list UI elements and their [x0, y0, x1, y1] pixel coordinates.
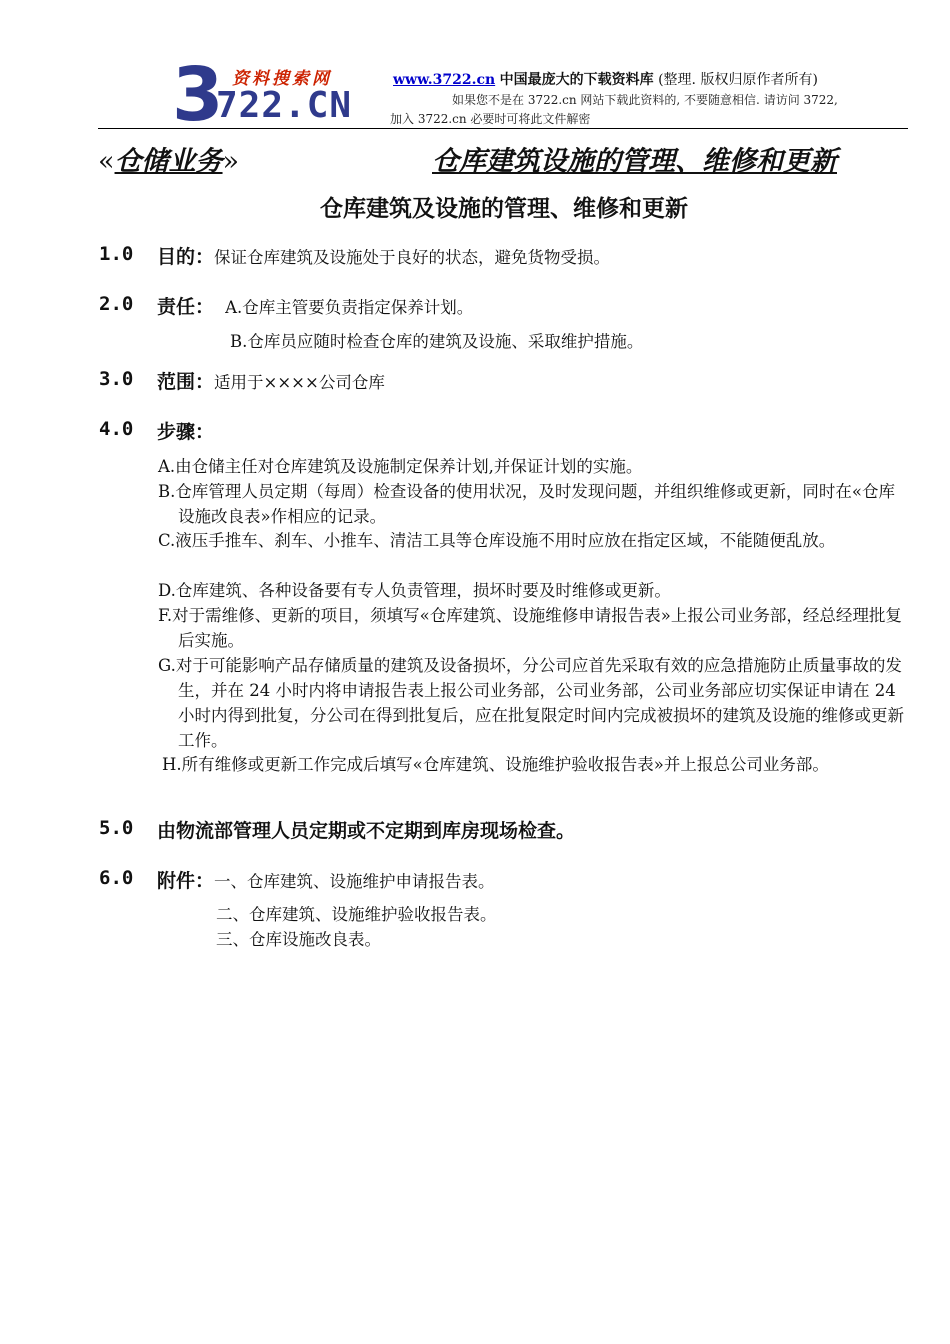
site-header-line: [393, 69, 818, 89]
logo-text: 722.CN: [216, 85, 353, 126]
category-title: 仓库建筑设施的管理、维修和更新: [432, 146, 837, 177]
section-3: [157, 367, 385, 395]
site-slogan: 中国最庞大的下载资料库: [499, 72, 654, 88]
header-divider: [98, 128, 908, 129]
step-g: G.对于可能影响产品存储质量的建筑及设备损坏，分公司应首先采取有效的应急措施防止质量事故的发生，并在 24 小时内将申请报告表上报公司业务部，公司业务部，公司业务部应切实保证申请在 24 小时内得到批复，分公司在得到批复后，应在批复限定时间内完成被损坏的建筑及设施的维修或更新工作。: [158, 656, 904, 750]
section-6-label: 附件：: [157, 870, 215, 892]
category-close-quote: »: [222, 146, 240, 177]
site-note: (整理. 版权归原作者所有): [658, 72, 818, 88]
attachment-1: 一、仓库建筑、设施维护申请报告表。: [214, 872, 495, 891]
section-3-text: 适用于××××公司仓库: [214, 373, 385, 392]
section-1: [157, 242, 610, 270]
logo-digit: 3: [172, 52, 224, 138]
section-1-number: 1.0: [99, 243, 134, 265]
section-5-number: 5.0: [99, 817, 134, 839]
logo-tagline: 资料搜索网: [232, 69, 332, 89]
category-heading: [98, 139, 239, 178]
page-title: 仓库建筑及设施的管理、维修和更新: [320, 196, 688, 222]
step-h: H.所有维修或更新工作完成后填写«仓库建筑、设施维护验收报告表»并上报总公司业务部。: [162, 755, 829, 774]
notice-line-1: 如果您不是在 3722.cn 网站下载此资料的, 不要随意相信. 请访问 3722,: [452, 93, 838, 107]
section-5-label: 由物流部管理人员定期或不定期到库房现场检查。: [157, 820, 576, 842]
section-2-item-b: B.仓库员应随时检查仓库的建筑及设施、采取维护措施。: [230, 332, 644, 351]
step-c: C.液压手推车、刹车、小推车、清洁工具等仓库设施不用时应放在指定区域，不能随便乱放。: [158, 531, 836, 550]
section-6: [157, 866, 495, 894]
section-1-text: 保证仓库建筑及设施处于良好的状态，避免货物受损。: [214, 248, 611, 267]
section-4-number: 4.0: [99, 418, 134, 440]
section-6-number: 6.0: [99, 867, 134, 889]
site-url-link[interactable]: www.3722.cn: [393, 72, 496, 88]
section-2: [157, 292, 473, 320]
section-2-item-a: A.仓库主管要负责指定保养计划。: [225, 298, 474, 317]
section-3-number: 3.0: [99, 368, 134, 390]
section-1-label: 目的：: [157, 246, 215, 268]
step-d: D.仓库建筑、各种设备要有专人负责管理，损坏时要及时维修或更新。: [158, 581, 671, 600]
step-f: F.对于需维修、更新的项目，须填写«仓库建筑、设施维修申请报告表»上报公司业务部，经总经理批复后实施。: [158, 606, 902, 650]
section-2-label: 责任：: [157, 296, 215, 318]
step-a: A.由仓储主任对仓库建筑及设施制定保养计划,并保证计划的实施。: [158, 457, 643, 476]
category-label: 仓储业务: [114, 146, 223, 177]
notice-line-2: 加入 3722.cn 必要时可将此文件解密: [390, 112, 591, 126]
step-b: B.仓库管理人员定期（每周）检查设备的使用状况，及时发现问题，并组织维修或更新，同时在«仓库设施改良表»作相应的记录。: [158, 482, 895, 526]
attachment-2: 二、仓库建筑、设施维护验收报告表。: [216, 905, 497, 924]
category-open-quote: «: [98, 146, 115, 177]
section-4-label: 步骤：: [157, 421, 215, 443]
section-3-label: 范围：: [157, 371, 215, 393]
attachment-3: 三、仓库设施改良表。: [216, 930, 381, 949]
section-2-number: 2.0: [99, 293, 134, 315]
